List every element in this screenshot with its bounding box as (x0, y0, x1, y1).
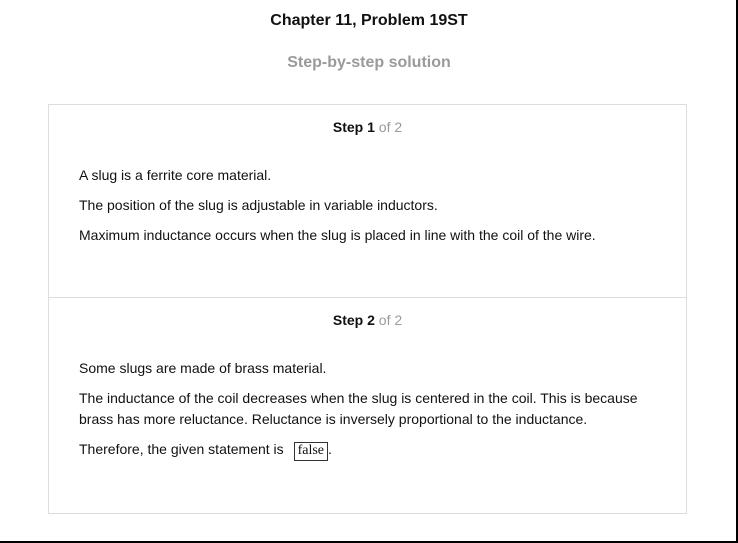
conclusion-text: Therefore, the given statement is (79, 441, 284, 457)
conclusion-period: . (328, 441, 332, 457)
step-1-header (49, 119, 686, 135)
step-1-of-total: of 2 (378, 119, 403, 135)
step-1-paragraph: The position of the slug is adjustable in variable inductors. (79, 197, 438, 213)
step-2-header (49, 312, 686, 328)
answer-box: false (294, 442, 328, 461)
step-1-label: Step 1 (332, 119, 375, 135)
step-2-body (79, 358, 658, 470)
step-2-conclusion (79, 439, 658, 461)
solution-subtitle: Step-by-step solution (287, 54, 451, 71)
step-1-paragraph: Maximum inductance occurs when the slug is placed in line with the coil of the wire. (79, 227, 596, 243)
step-2-paragraph: Some slugs are made of brass material. (79, 360, 327, 376)
step-1-section (49, 105, 686, 298)
step-1-paragraph: A slug is a ferrite core material. (79, 167, 272, 183)
solution-card (48, 104, 687, 514)
step-2-of-total: of 2 (378, 312, 403, 328)
page-title: Chapter 11, Problem 19ST (270, 12, 468, 29)
step-2-label: Step 2 (332, 312, 375, 328)
step-1-body (79, 165, 658, 255)
step-2-paragraph: The inductance of the coil decreases when the slug is centered in the coil. This is because brass has more reluctance. Reluctance is inversely proportional to the inductance. (79, 390, 638, 427)
step-2-section (49, 298, 686, 513)
